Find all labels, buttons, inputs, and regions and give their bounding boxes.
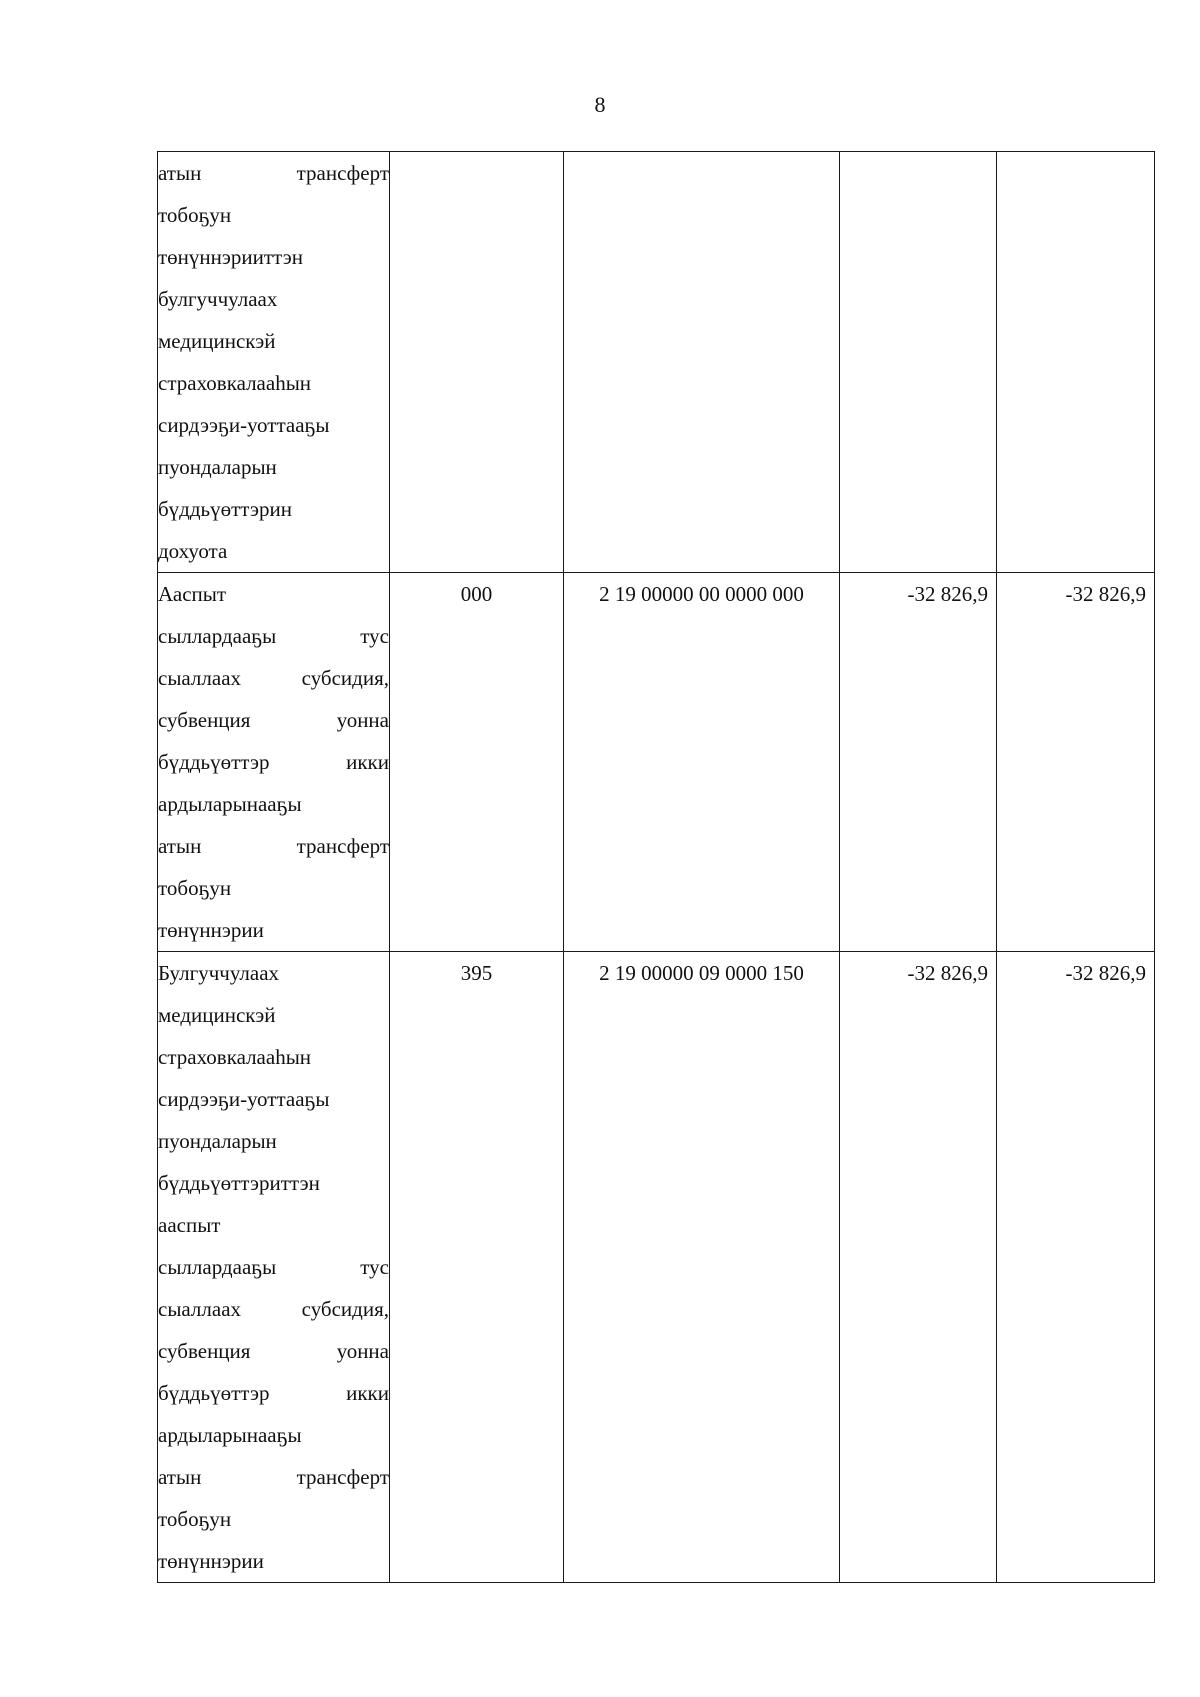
- budget-code-cell: 2 19 00000 00 0000 000: [564, 573, 840, 952]
- amount-1-cell: -32 826,9: [840, 573, 997, 952]
- budget-table: [157, 151, 1155, 1583]
- description-line: тобоҕун: [158, 203, 232, 227]
- description-line: сыллардааҕы тус: [158, 624, 389, 648]
- description-line: бүддьүөттэрин: [158, 497, 292, 521]
- description-line: сыаллаах субсидия,: [158, 666, 389, 690]
- amount-2-cell: -32 826,9: [997, 952, 1155, 1583]
- amount-1-cell: [840, 152, 997, 573]
- table-row: [158, 952, 1155, 1583]
- description-line: ардыларынааҕы: [158, 792, 302, 816]
- amount-2-cell: [997, 152, 1155, 573]
- description-line: атын трансферт: [158, 1465, 389, 1489]
- description-line: страховкалааһын: [158, 1045, 312, 1069]
- description-line: бүддьүөттэриттэн: [158, 1171, 320, 1195]
- description-line: сыллардааҕы тус: [158, 1255, 389, 1279]
- description-line: сыаллаах субсидия,: [158, 1297, 389, 1321]
- description-line: бүддьүөттэр икки: [158, 750, 389, 774]
- description-line: Ааспыт: [158, 582, 227, 606]
- description-line: сирдээҕи-уоттааҕы: [158, 1087, 330, 1111]
- description-line: медицинскэй: [158, 329, 276, 353]
- description-line: атын трансферт: [158, 161, 389, 185]
- budget-code-cell: [564, 152, 840, 573]
- budget-code-cell: 2 19 00000 09 0000 150: [564, 952, 840, 1583]
- amount-1-cell: -32 826,9: [840, 952, 997, 1583]
- description-line: тобоҕун: [158, 876, 232, 900]
- description-line: пуондаларын: [158, 455, 277, 479]
- description-line: төнүннэрии: [158, 918, 264, 942]
- description-line: медицинскэй: [158, 1003, 276, 1027]
- description-cell: [158, 952, 390, 1583]
- description-line: атын трансферт: [158, 834, 389, 858]
- description-line: ааспыт: [158, 1213, 221, 1237]
- amount-2-cell: -32 826,9: [997, 573, 1155, 952]
- admin-code-cell: [390, 152, 564, 573]
- table-row: [158, 152, 1155, 573]
- description-line: ардыларынааҕы: [158, 1423, 302, 1447]
- description-line: дохуота: [158, 539, 228, 563]
- description-line: Булгуччулаах: [158, 961, 280, 985]
- description-line: сирдээҕи-уоттааҕы: [158, 413, 330, 437]
- admin-code-cell: 395: [390, 952, 564, 1583]
- description-line: пуондаларын: [158, 1129, 277, 1153]
- description-line: бүддьүөттэр икки: [158, 1381, 389, 1405]
- description-line: төнүннэрииттэн: [158, 245, 304, 269]
- description-line: субвенция уонна: [158, 708, 389, 732]
- admin-code-cell: 000: [390, 573, 564, 952]
- description-line: булгуччулаах: [158, 287, 278, 311]
- description-cell: [158, 573, 390, 952]
- description-line: тобоҕун: [158, 1507, 232, 1531]
- table-row: [158, 573, 1155, 952]
- description-cell: [158, 152, 390, 573]
- description-line: төнүннэрии: [158, 1549, 264, 1573]
- page-number: 8: [594, 92, 606, 117]
- description-line: страховкалааһын: [158, 371, 312, 395]
- description-line: субвенция уонна: [158, 1339, 389, 1363]
